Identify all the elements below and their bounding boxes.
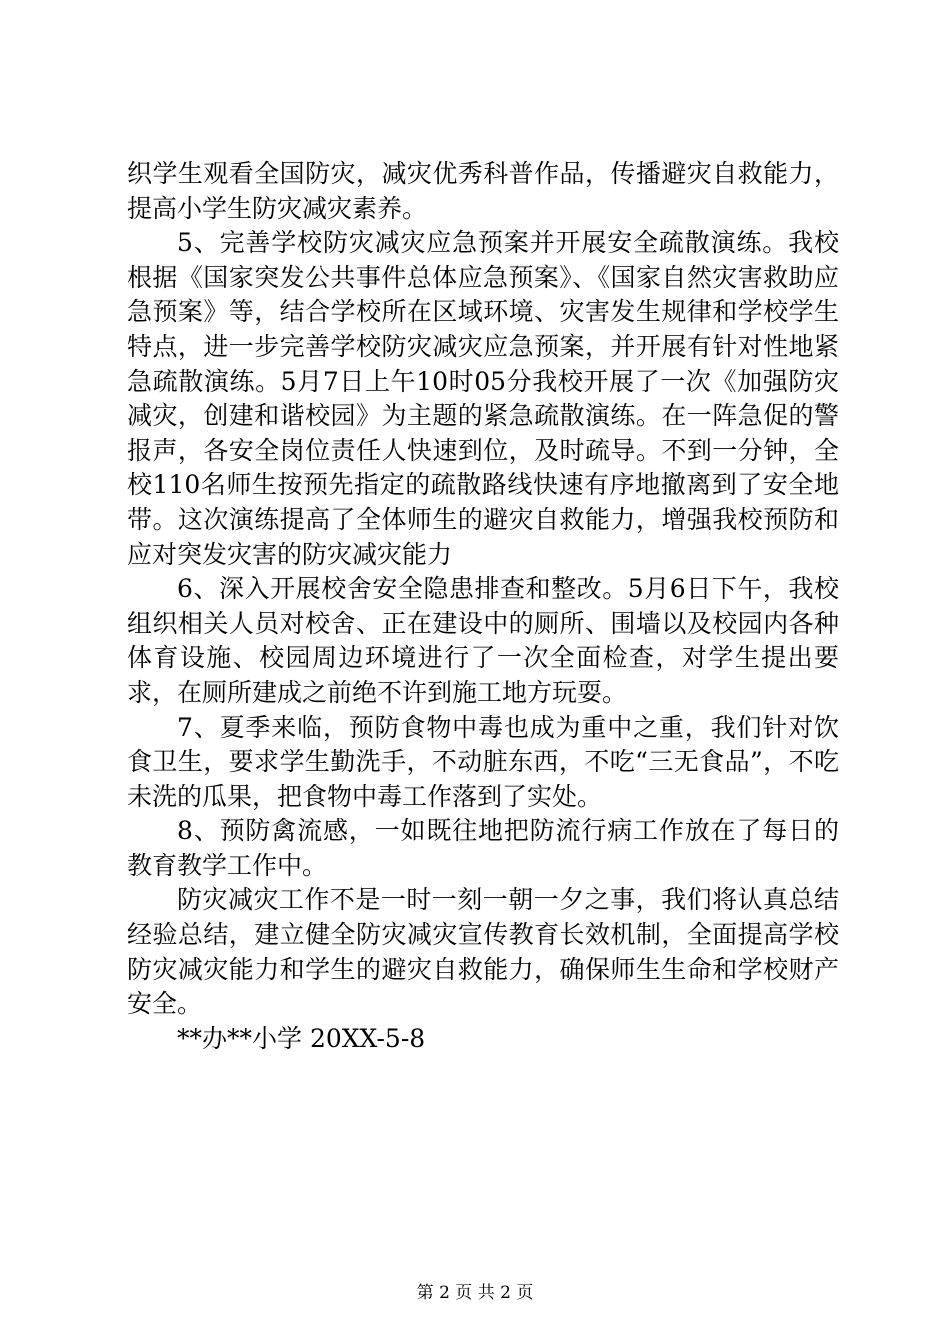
paragraph-item-7: 7、夏季来临，预防食物中毒也成为重中之重，我们针对饮食卫生，要求学生勤洗手，不动脏东西，不吃“三无食品”，不吃未洗的瓜果，把食物中毒工作落到了实处。 <box>127 712 839 811</box>
document-body <box>127 157 839 1056</box>
signature-line: **办**小学 20XX-5-8 <box>177 1023 426 1053</box>
paragraph-item-8: 8、预防禽流感，一如既往地把防流行病工作放在了每日的教育教学工作中。 <box>127 816 839 880</box>
paragraph-conclusion: 防灾减灾工作不是一时一刻一朝一夕之事，我们将认真总结经验总结，建立健全防灾减灾宣传教育长效机制，全面提高学校防灾减灾能力和学生的避灾自救能力，确保师生生命和学校财产安全。 <box>127 885 839 1019</box>
page-number-footer: 第 2 页 共 2 页 <box>416 1283 534 1303</box>
paragraph-item-5: 5、完善学校防灾减灾应急预案并开展安全疏散演练。我校根据《国家突发公共事件总体应急预案》、《国家自然灾害救助应急预案》等，结合学校所在区域环境、灾害发生规律和学校学生特点，进一步完善学校防灾减灾应急预案，并开展有针对性地紧急疏散演练。5月7日上午10时05分我校开展了一次《加强防灾减灾，创建和谐校园》为主题的紧急疏散演练。在一阵急促的警报声，各安全岗位责任人快速到位，及时疏导。不到一分钟，全校110名师生按预先指定的疏散路线快速有序地撤离到了安全地带。这次演练提高了全体师生的避灾自救能力，增强我校预防和应对突发灾害的防灾减灾能力 <box>127 228 839 569</box>
paragraph-item-6: 6、深入开展校舍安全隐患排查和整改。5月6日下午，我校组织相关人员对校舍、正在建设中的厕所、围墙以及校园内各种体育设施、校园周边环境进行了一次全面检查，对学生提出要求，在厕所建成之前绝不许到施工地方玩耍。 <box>127 574 839 707</box>
paragraph-continuation: 织学生观看全国防灾，减灾优秀科普作品，传播避灾自救能力，提高小学生防灾减灾素养。 <box>127 159 839 223</box>
